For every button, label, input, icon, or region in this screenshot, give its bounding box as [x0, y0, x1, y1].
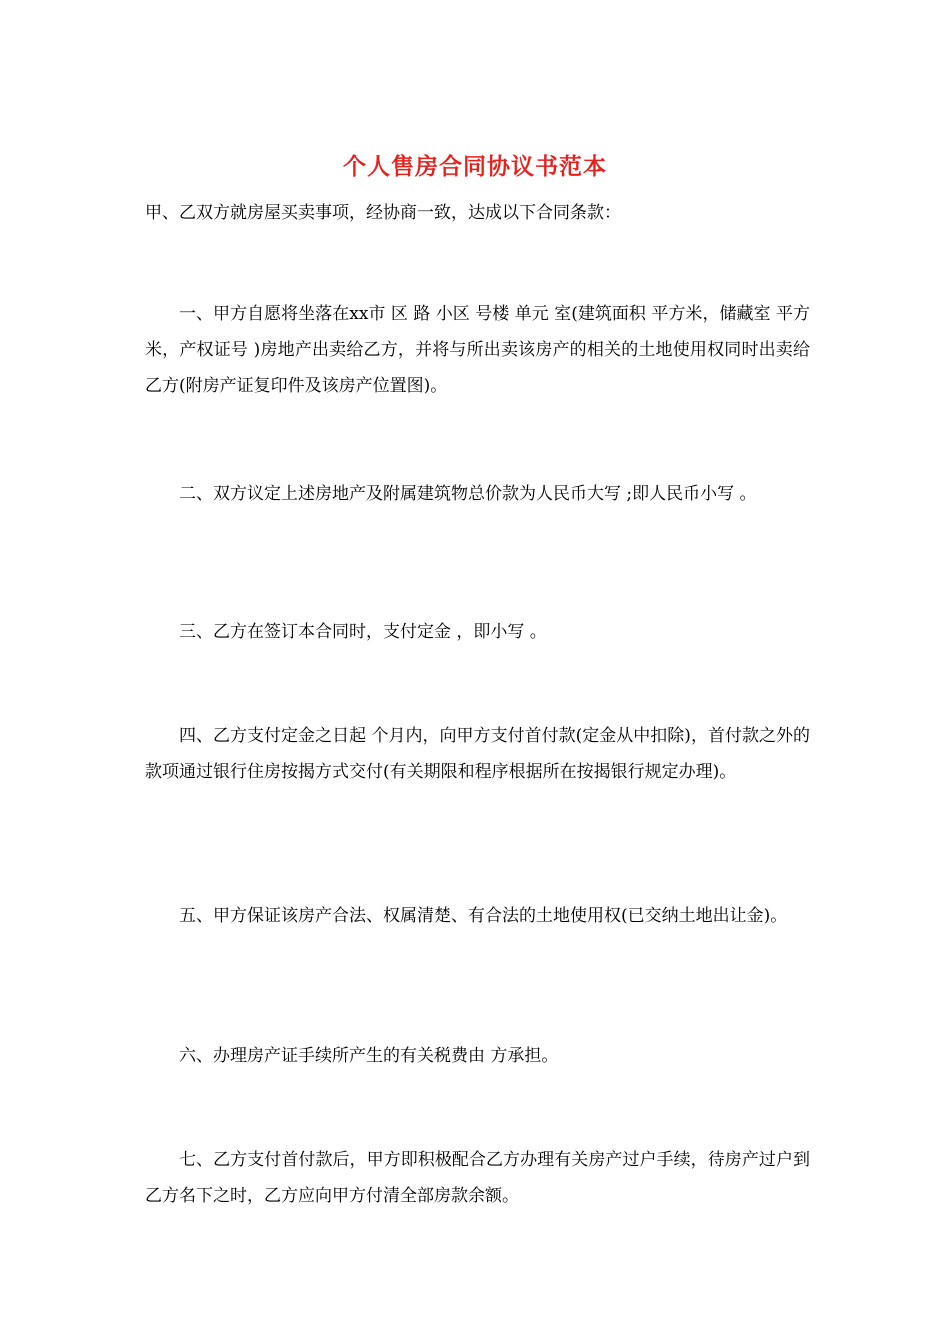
clause-3: 三、乙方在签订本合同时，支付定金 ，即小写 。	[179, 622, 547, 642]
clause-6: 六、办理房产证手续所产生的有关税费由 方承担。	[179, 1046, 559, 1066]
clause-4: 四、乙方支付定金之日起 个月内，向甲方支付首付款(定金从中扣除)，首付款之外的款项通过银行住房按揭方式交付(有关期限和程序根据所在按揭银行规定办理)。	[145, 726, 810, 782]
document-title: 个人售房合同协议书范本	[343, 153, 607, 180]
clause-7: 七、乙方支付首付款后，甲方即积极配合乙方办理有关房产过户手续，待房产过户到乙方名下之时，乙方应向甲方付清全部房款余额。	[145, 1150, 810, 1206]
clause-1: 一、甲方自愿将坐落在xx市 区 路 小区 号楼 单元 室(建筑面积 平方米，储藏室 平方米，产权证号 )房地产出卖给乙方，并将与所出卖该房产的相关的土地使用权同时出卖给乙方(附房产证复印件及该房产位置图)。	[145, 304, 810, 396]
clause-5: 五、甲方保证该房产合法、权属清楚、有合法的土地使用权(已交纳土地出让金)。	[179, 906, 788, 926]
clause-2: 二、双方议定上述房地产及附属建筑物总价款为人民币大写 ;即人民币小写 。	[179, 484, 757, 504]
intro-paragraph: 甲、乙双方就房屋买卖事项，经协商一致，达成以下合同条款：	[145, 203, 621, 223]
